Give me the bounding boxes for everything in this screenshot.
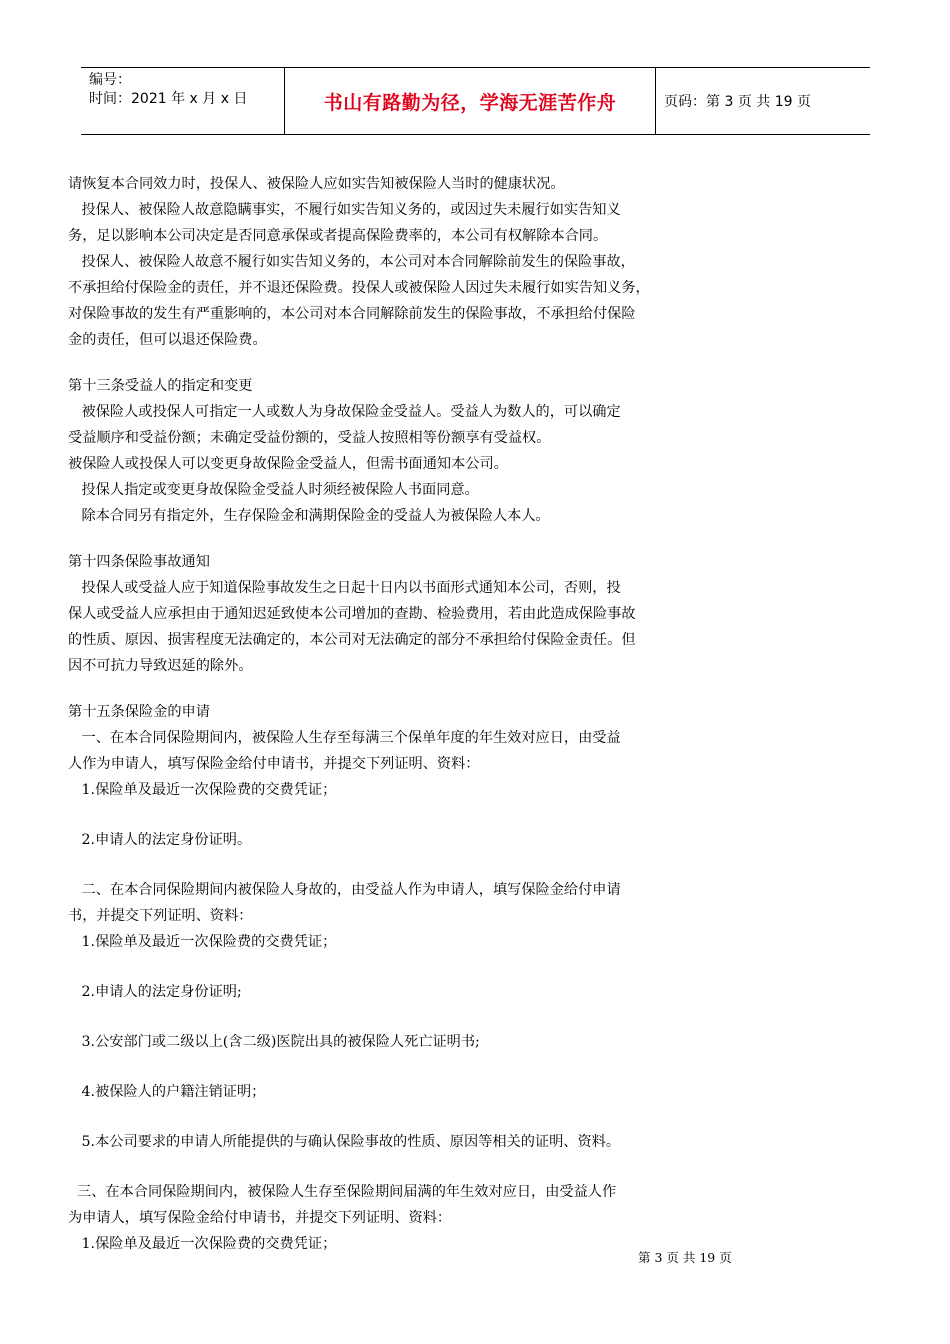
blank-line [68,1105,768,1129]
body-line: 因不可抗力导致迟延的除外。 [68,658,253,674]
list-item: 4.被保险人的户籍注销证明； [68,1084,266,1100]
body-line: 的性质、原因、损害程度无法确定的，本公司对无法确定的部分不承担给付保险金责任。但 [68,632,636,648]
body-line: 不承担给付保险金的责任，并不退还保险费。投保人或被保险人因过失未履行如实告知义务， [68,280,650,296]
list-item: 2.申请人的法定身份证明; [68,984,242,1000]
blank-line [68,955,768,979]
body-line: 二、在本合同保险期间内被保险人身故的，由受益人作为申请人，填写保险金给付申请 [68,882,621,898]
body-line: 投保人、被保险人故意隐瞒事实，不履行如实告知义务的，或因过失未履行如实告知义 [68,202,621,218]
body-line: 务，足以影响本公司决定是否同意承保或者提高保险费率的，本公司有权解除本合同。 [68,228,608,244]
body-line: 投保人指定或变更身故保险金受益人时须经被保险人书面同意。 [68,482,479,498]
body-line: 被保险人或投保人可以变更身故保险金受益人，但需书面通知本公司。 [68,456,508,472]
list-item: 2.申请人的法定身份证明。 [68,832,252,848]
header-left-cell [81,68,284,134]
section-heading: 第十三条受益人的指定和变更 [68,378,253,394]
body-line: 受益顺序和受益份额；未确定受益份额的，受益人按照相等份额享有受益权。 [68,430,551,446]
body-line: 请恢复本合同效力时，投保人、被保险人应如实告知被保险人当时的健康状况。 [68,176,565,192]
list-item: 1.保险单及最近一次保险费的交费凭证； [68,934,337,950]
header-motto: 书山有路勤为径，学海无涯苦作舟 [323,91,617,114]
body-line: 金的责任，但可以退还保险费。 [68,332,267,348]
blank-line [68,1155,768,1179]
blank-line [68,679,768,699]
body-line: 人作为申请人，填写保险金给付申请书，并提交下列证明、资料： [68,756,480,772]
body-line: 书，并提交下列证明、资料： [68,908,253,924]
document-number-label: 编号： [89,72,131,88]
blank-line [68,1005,768,1029]
blank-line [68,353,768,373]
header-page-info: 页码：第 3 页 共 19 页 [664,94,811,110]
blank-line [68,803,768,827]
body-line: 保人或受益人应承担由于通知迟延致使本公司增加的查勘、检验费用，若由此造成保险事故 [68,606,636,622]
header-motto-cell [284,68,656,134]
page-footer: 第 3 页 共 19 页 [638,1250,732,1265]
list-item: 1.保险单及最近一次保险费的交费凭证； [68,782,337,798]
body-line: 为申请人，填写保险金给付申请书，并提交下列证明、资料： [68,1210,452,1226]
body-line: 投保人或受益人应于知道保险事故发生之日起十日内以书面形式通知本公司，否则，投 [68,580,621,596]
section-heading: 第十五条保险金的申请 [68,704,210,720]
body-line: 投保人、被保险人故意不履行如实告知义务的，本公司对本合同解除前发生的保险事故， [68,254,635,270]
page-header [81,67,870,135]
blank-line [68,529,768,549]
blank-line [68,853,768,877]
list-item: 5.本公司要求的申请人所能提供的与确认保险事故的性质、原因等相关的证明、资料。 [68,1134,621,1150]
header-page-cell [656,68,870,134]
blank-line [68,1055,768,1079]
body-line: 一、在本合同保险期间内，被保险人生存至每满三个保单年度的年生效对应日，由受益 [68,730,621,746]
list-item: 3.公安部门或二级以上(含二级)医院出具的被保险人死亡证明书; [68,1034,480,1050]
body-line: 对保险事故的发生有严重影响的，本公司对本合同解除前发生的保险事故，不承担给付保险 [68,306,636,322]
section-heading: 第十四条保险事故通知 [68,554,210,570]
document-date: 时间：2021 年 x 月 x 日 [89,91,248,107]
document-body [68,171,768,1257]
body-line: 被保险人或投保人可指定一人或数人为身故保险金受益人。受益人为数人的，可以确定 [68,404,621,420]
body-line: 三、在本合同保险期间内，被保险人生存至保险期间届满的年生效对应日，由受益人作 [68,1184,617,1200]
list-item: 1.保险单及最近一次保险费的交费凭证； [68,1236,337,1252]
body-line: 除本合同另有指定外，生存保险金和满期保险金的受益人为被保险人本人。 [68,508,550,524]
